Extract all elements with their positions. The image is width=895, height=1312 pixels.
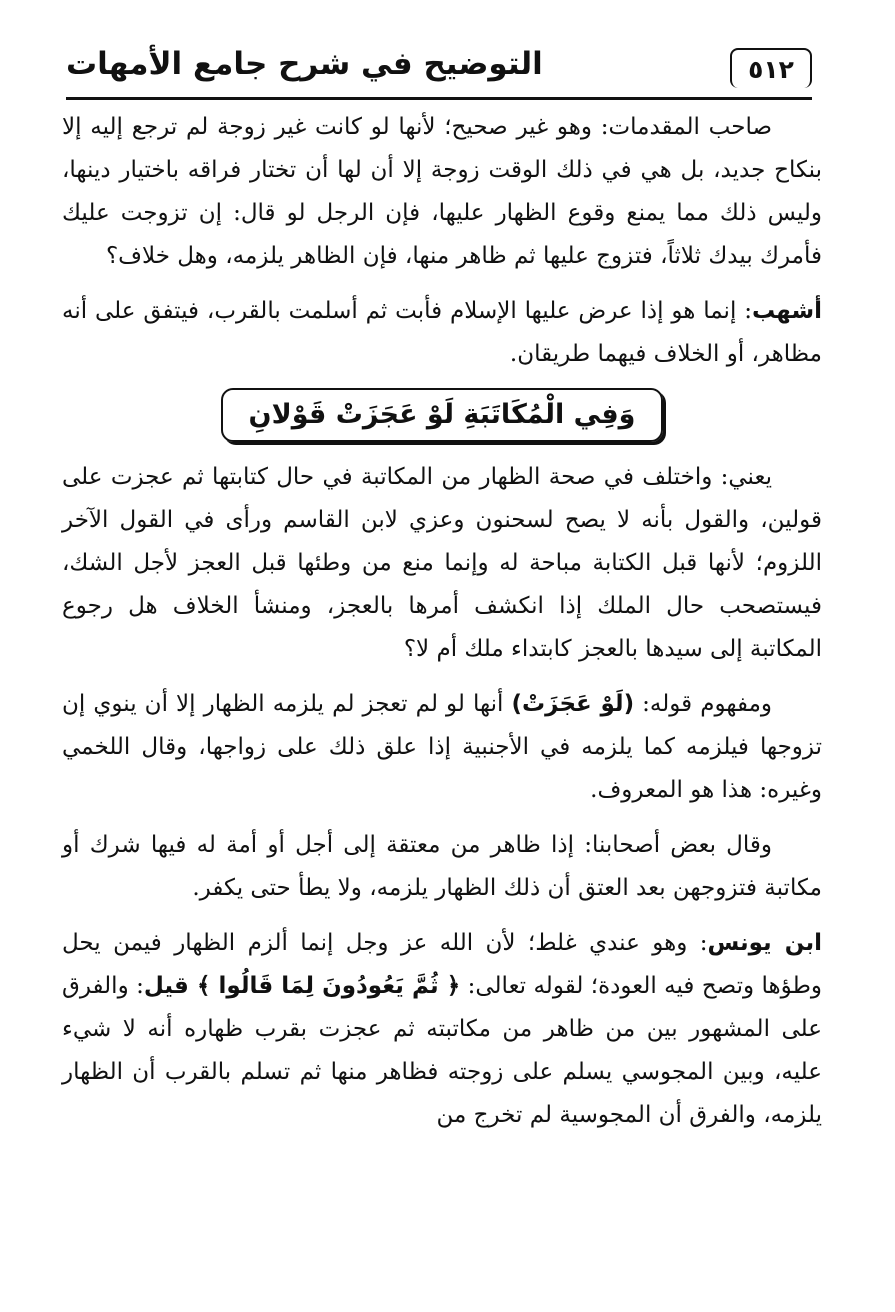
paragraph-text: أنها لو لم تعجز لم يلزمه الظهار إلا أن ينوي إن تزوجها فيلزمه كما يلزمه في الأجنبية إذا علق ذلك على زواجها، وقال اللخمي وغيره: هذا هو المعروف. bbox=[62, 691, 822, 803]
paragraph-1 bbox=[62, 106, 822, 278]
paragraph-3 bbox=[62, 456, 822, 671]
paragraph-2 bbox=[62, 290, 822, 376]
section-heading-wrap bbox=[62, 388, 822, 442]
paragraph-lead: أشهب bbox=[751, 298, 822, 324]
paragraph-text: يعني: واختلف في صحة الظهار من المكاتبة في حال كتابتها ثم عجزت على قولين، والقول بأنه لا يصح لسحنون وعزي لابن القاسم ورأى في القول الآخر اللزوم؛ لأنها قبل الكتابة مباحة له وإنما منع من وطئها قبل العجز لأجل الشك، فيستصحب حال الملك إذا انكشف أمرها بالعجز، ومنشأ الخلاف هل رجوع المكاتبة إلى سيدها بالعجز كابتداء ملك أم لا؟ bbox=[62, 464, 822, 662]
paragraph-text: : والفرق على المشهور بين من ظاهر من مكاتبته ثم عجزت بقرب ظهاره أنه لا شيء عليه، وبين المجوسي يسلم على زوجته فظاهر منها ثم تسلم بالقرب أن الظهار يلزمه، والفرق أن المجوسية لم تخرج من bbox=[62, 973, 822, 1128]
running-title: التوضيح في شرح جامع الأمهات bbox=[66, 46, 543, 82]
paragraph-6 bbox=[62, 922, 822, 1137]
paragraph-5 bbox=[62, 824, 822, 910]
paragraph-mid-lead: قيل bbox=[143, 973, 197, 999]
paragraph-text: : إنما هو إذا عرض عليها الإسلام فأبت ثم أسلمت بالقرب، فيتفق على أنه مظاهر، أو الخلاف فيهما طريقان. bbox=[62, 298, 822, 367]
page-header bbox=[66, 40, 812, 98]
quran-quote: ﴿ ثُمَّ يَعُودُونَ لِمَا قَالُوا ﴾ bbox=[196, 973, 461, 999]
paragraph-text: صاحب المقدمات: وهو غير صحيح؛ لأنها لو كانت غير زوجة لم ترجع إليه إلا بنكاح جديد، بل هي في ذلك الوقت زوجة إلا أن لها أن تختار فراقه باختيار دينها، وليس ذلك مما يمنع وقوع الظهار عليها، فإن الرجل لو قال: إن تزوجت عليك فأمرك بيدك ثلاثاً، فتزوج عليها ثم ظاهر منها، فإن الظاهر يلزمه، وهل خلاف؟ bbox=[62, 114, 822, 269]
paragraph-pre: : وهو عندي غلط؛ لأن الله عز وجل إنما ألزم الظهار فيمن يحل وطؤها وتصح فيه العودة؛ لقوله تعالى: bbox=[62, 930, 822, 999]
paragraph-pre: ومفهوم قوله: bbox=[634, 691, 773, 717]
header-rule bbox=[66, 97, 812, 100]
paragraph-lead: ابن يونس bbox=[707, 930, 822, 956]
paragraph-text: وقال بعض أصحابنا: إذا ظاهر من معتقة إلى أجل أو أمة له فيها شرك أو مكاتبة فتزوجهن بعد العتق أن ذلك الظهار يلزمه، ولا يطأ حتى يكفر. bbox=[62, 832, 822, 901]
page-number: ٥١٢ bbox=[730, 48, 812, 88]
quoted-phrase: (لَوْ عَجَزَتْ) bbox=[511, 691, 635, 717]
section-heading: وَفِي الْمُكَاتَبَةِ لَوْ عَجَزَتْ قَوْلانِ bbox=[221, 388, 664, 442]
body-text bbox=[62, 106, 822, 1149]
paragraph-4 bbox=[62, 683, 822, 812]
